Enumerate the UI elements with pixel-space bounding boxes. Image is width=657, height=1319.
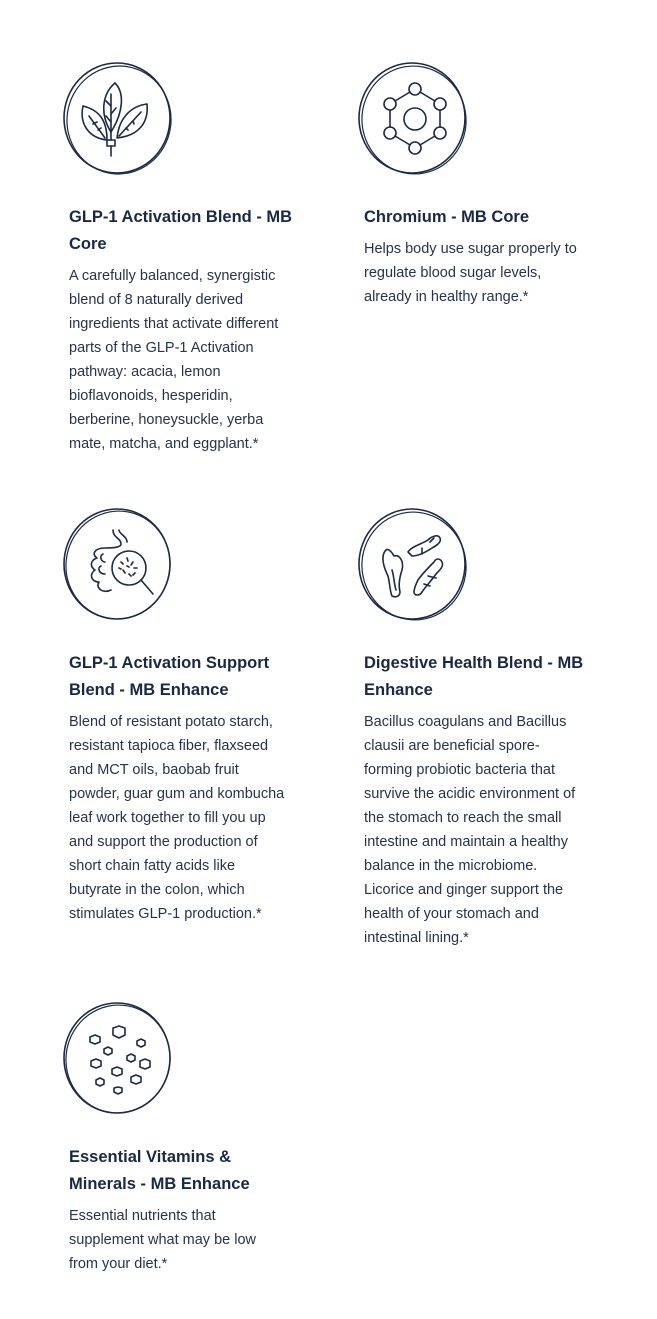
gut-magnifier-icon <box>61 504 175 624</box>
molecule-ring-icon <box>356 58 470 178</box>
ingredient-description: A carefully balanced, synergistic blend of 8 naturally derived ingredients that activate different parts of the GLP-1 Activation pathway: acacia, lemon bioflavonoids, hesperidin, berberine, honeysuckle, yerba mate, matcha, and eggplant.* <box>69 268 279 452</box>
ingredient-description: Helps body use sugar properly to regulate blood sugar levels, already in healthy range.* <box>364 241 577 305</box>
ingredient-title: Chromium - MB Core <box>364 208 529 226</box>
ginger-root-icon <box>356 504 470 624</box>
ingredient-description: Blend of resistant potato starch, resistant tapioca fiber, flaxseed and MCT oils, baobab fruit powder, guar gum and kombucha leaf work together to fill you up and support the production of short chain fatty acids like butyrate in the colon, which stimulates GLP-1 production.* <box>69 714 285 922</box>
leaf-icon <box>61 58 175 178</box>
ingredient-title: GLP-1 Activation Support Blend - MB Enhance <box>69 654 270 699</box>
ingredient-description: Essential nutrients that supplement what may be low from your diet.* <box>69 1208 256 1272</box>
ingredient-title: Digestive Health Blend - MB Enhance <box>364 654 584 699</box>
mineral-granules-icon <box>61 998 175 1118</box>
ingredient-title: GLP-1 Activation Blend - MB Core <box>69 208 293 253</box>
ingredient-description: Bacillus coagulans and Bacillus clausii are beneficial spore- forming probiotic bacteria that survive the acidic environment of the stomach to reach the small intestine and maintain a healthy balance in the microbiome. Licorice and ginger support the health of your stomach and intestinal lining.* <box>364 714 576 946</box>
ingredient-title: Essential Vitamins & Minerals - MB Enhance <box>69 1148 250 1193</box>
